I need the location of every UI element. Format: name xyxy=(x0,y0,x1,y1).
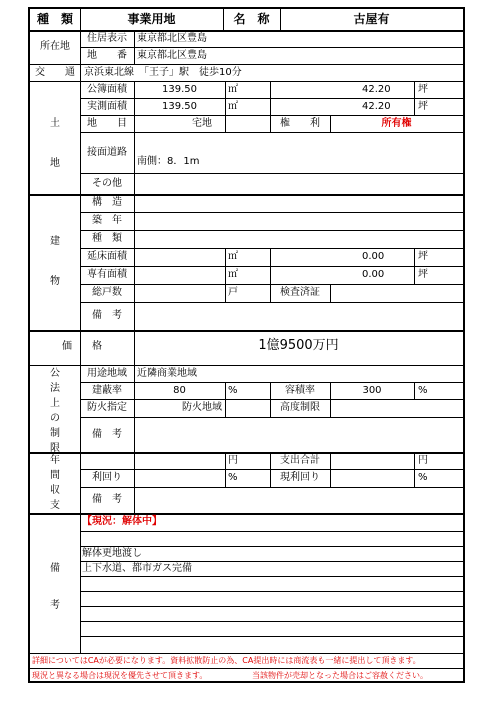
private-area-unit-sqm: ㎡ xyxy=(228,269,238,280)
structure-label: 構 造 xyxy=(92,197,122,208)
remarks-label-top: 備 xyxy=(50,563,60,574)
address-value: 東京都北区豊島 xyxy=(137,33,207,44)
official-area-sqm: 139.50 xyxy=(162,84,197,95)
expense-yen: 円 xyxy=(418,455,428,466)
building-label-bottom: 物 xyxy=(50,276,60,287)
inspection-label: 検査済証 xyxy=(280,287,320,298)
kind-value: 事業用地 xyxy=(127,12,176,26)
official-area-label: 公簿面積 xyxy=(87,84,127,95)
private-area-label: 専有面積 xyxy=(87,269,127,280)
far-label: 容積率 xyxy=(285,385,315,396)
official-area-unit-tsubo: 坪 xyxy=(418,84,428,95)
address-label: 住居表示 xyxy=(87,33,127,44)
name-value: 古屋有 xyxy=(353,12,390,26)
location-label: 所在地 xyxy=(40,41,70,52)
footer-note-2a: 現況と異なる場合は現況を優先させて頂きます。 xyxy=(32,671,208,680)
building-remarks-label: 備 考 xyxy=(92,310,122,321)
road-label: 接面道路 xyxy=(87,147,127,158)
expense-label: 支出合計 xyxy=(280,455,320,466)
coverage-value: 80 xyxy=(173,385,186,396)
transport-label: 交 通 xyxy=(35,67,75,78)
remarks-label-bottom: 考 xyxy=(50,600,60,611)
floor-area-tsubo: 0.00 xyxy=(362,251,385,262)
measured-area-tsubo: 42.20 xyxy=(362,101,391,112)
land-category-value: 宅地 xyxy=(192,118,212,129)
yield-label: 利回り xyxy=(92,472,122,483)
name-label: 名 称 xyxy=(233,12,270,26)
building-label-top: 建 xyxy=(50,236,60,247)
remarks-line-2: 上下水道、都市ガス完備 xyxy=(82,563,192,574)
far-percent: % xyxy=(418,385,428,396)
footer-note-1: 詳細についてはCAが必要になります。資料拡散防止の為、CA提出時には商流表も一緒に提出して頂きます。 xyxy=(32,656,421,665)
kind-label: 種 類 xyxy=(36,12,73,26)
remarks-status: 【現況：解体中】 xyxy=(82,516,162,527)
coverage-percent: % xyxy=(228,385,238,396)
official-area-tsubo: 42.20 xyxy=(362,84,391,95)
current-yield-percent: % xyxy=(418,472,428,483)
regulation-remarks-label: 備 考 xyxy=(92,429,122,440)
property-sheet xyxy=(28,7,465,683)
income-label: 年 間 収 支 xyxy=(50,455,60,511)
land-other-label: その他 xyxy=(92,178,122,189)
private-area-unit-tsubo: 坪 xyxy=(418,269,428,280)
transport-value: 京浜東北線 「王子」駅 徒歩10分 xyxy=(84,67,242,78)
income-remarks-label: 備 考 xyxy=(92,494,122,505)
coverage-label: 建蔽率 xyxy=(92,385,122,396)
floor-area-label: 延床面積 xyxy=(87,251,127,262)
measured-area-unit-tsubo: 坪 xyxy=(418,101,428,112)
building-type-label: 種 類 xyxy=(92,233,122,244)
lot-value: 東京都北区豊島 xyxy=(137,50,207,61)
measured-area-unit-sqm: ㎡ xyxy=(228,101,238,112)
height-label: 高度制限 xyxy=(280,402,320,413)
fire-value: 防火地域 xyxy=(182,402,222,413)
units-suffix: 戸 xyxy=(228,287,238,298)
footer-note-2b: 当該物件が売却となった場合はご容赦ください。 xyxy=(252,671,428,680)
land-label-bottom: 地 xyxy=(50,158,60,169)
age-label: 築 年 xyxy=(92,215,122,226)
zone-value: 近隣商業地域 xyxy=(137,368,197,379)
yield-percent: % xyxy=(228,472,238,483)
remarks-line-1: 解体更地渡し xyxy=(82,548,142,559)
measured-area-label: 実測面積 xyxy=(87,101,127,112)
floor-area-unit-sqm: ㎡ xyxy=(228,251,238,262)
rights-value: 所有権 xyxy=(381,118,412,129)
regulation-label: 公 法 上 の 制 限 xyxy=(50,368,60,454)
income-yen: 円 xyxy=(228,455,238,466)
zone-label: 用途地域 xyxy=(87,368,127,379)
land-category-label: 地 目 xyxy=(87,118,127,129)
measured-area-sqm: 139.50 xyxy=(162,101,197,112)
land-label-top: 土 xyxy=(50,118,60,129)
private-area-tsubo: 0.00 xyxy=(362,269,385,280)
lot-label: 地 番 xyxy=(87,50,127,61)
official-area-unit-sqm: ㎡ xyxy=(228,84,238,95)
price-value: 1億9500万円 xyxy=(258,338,339,353)
units-label: 総戸数 xyxy=(92,287,122,298)
rights-label: 権 利 xyxy=(280,118,320,129)
price-label: 価 格 xyxy=(62,341,102,352)
far-value: 300 xyxy=(362,385,382,396)
road-value: 南側：8．1m xyxy=(137,156,200,167)
current-yield-label: 現利回り xyxy=(280,472,320,483)
floor-area-unit-tsubo: 坪 xyxy=(418,251,428,262)
fire-label: 防火指定 xyxy=(87,402,127,413)
